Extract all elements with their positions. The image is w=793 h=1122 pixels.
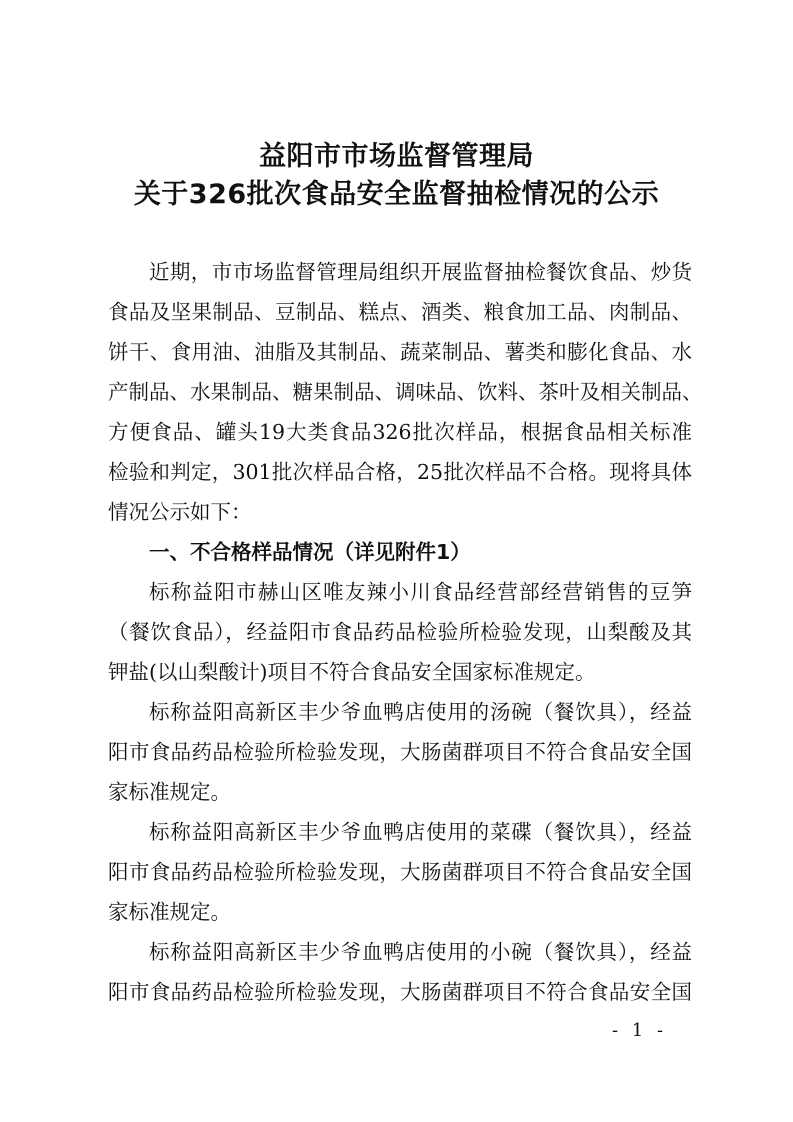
finding-paragraph-line: 钾盐(以山梨酸计)项目不符合食品安全国家标准规定。 bbox=[108, 660, 596, 684]
finding-paragraph-line: 标称益阳高新区丰少爷血鸭店使用的小碗（餐饮具），经益 bbox=[149, 940, 692, 964]
document-title-line2: 关于326批次食品安全监督抽检情况的公示 bbox=[133, 179, 660, 210]
finding-paragraph-line: （餐饮食品），经益阳市食品药品检验所检验发现，山梨酸及其 bbox=[108, 620, 692, 644]
document-body bbox=[108, 252, 703, 1012]
finding-paragraph-line: 标称益阳市赫山区唯友辣小川食品经营部经营销售的豆笋 bbox=[149, 580, 692, 604]
finding-paragraph-line: 标称益阳高新区丰少爷血鸭店使用的汤碗（餐饮具），经益 bbox=[149, 700, 692, 724]
finding-paragraph-line: 家标准规定。 bbox=[108, 900, 231, 924]
intro-paragraph-line: 近期，市市场监督管理局组织开展监督抽检餐饮食品、炒货 bbox=[149, 260, 692, 284]
intro-paragraph-line: 食品及坚果制品、豆制品、糕点、酒类、粮食加工品、肉制品、 bbox=[108, 300, 692, 324]
finding-paragraph-line: 标称益阳高新区丰少爷血鸭店使用的菜碟（餐饮具），经益 bbox=[149, 820, 692, 844]
intro-paragraph-line: 方便食品、罐头19大类食品326批次样品，根据食品相关标准 bbox=[108, 420, 692, 444]
intro-paragraph-line: 检验和判定，301批次样品合格，25批次样品不合格。现将具体 bbox=[108, 460, 692, 484]
intro-paragraph-line: 情况公示如下： bbox=[108, 500, 252, 524]
finding-paragraph-line: 阳市食品药品检验所检验发现，大肠菌群项目不符合食品安全国 bbox=[108, 860, 692, 884]
finding-paragraph-line: 家标准规定。 bbox=[108, 780, 231, 804]
section-heading: 一、不合格样品情况（详见附件1） bbox=[149, 540, 471, 564]
intro-paragraph-line: 饼干、食用油、油脂及其制品、蔬菜制品、薯类和膨化食品、水 bbox=[108, 340, 692, 364]
finding-paragraph-line: 阳市食品药品检验所检验发现，大肠菌群项目不符合食品安全国 bbox=[108, 740, 692, 764]
document-title-line1: 益阳市市场监督管理局 bbox=[259, 141, 534, 172]
page-number: - 1 - bbox=[612, 1020, 668, 1041]
intro-paragraph-line: 产制品、水果制品、糖果制品、调味品、饮料、茶叶及相关制品、 bbox=[108, 380, 703, 404]
finding-paragraph-line: 阳市食品药品检验所检验发现，大肠菌群项目不符合食品安全国 bbox=[108, 980, 692, 1004]
